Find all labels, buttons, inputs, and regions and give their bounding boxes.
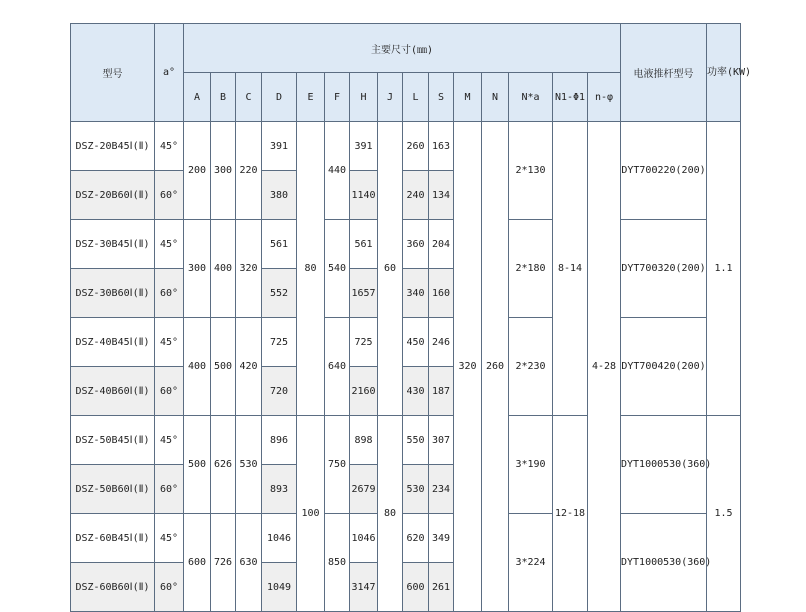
model-cell: DSZ-20B60Ⅰ(Ⅱ) xyxy=(71,171,155,220)
dim-L-cell: 430 xyxy=(403,367,429,416)
header-dim-nphi: n-φ xyxy=(588,73,621,122)
header-power xyxy=(707,24,752,122)
dim-N-span: 260 xyxy=(482,122,509,612)
dim-L-cell: 550 xyxy=(403,416,429,465)
header-dim-B: B xyxy=(211,73,236,122)
dim-D-cell: 1046 xyxy=(262,514,297,563)
dim-H-cell: 3147 xyxy=(350,563,378,612)
model-cell: DSZ-40B45Ⅰ(Ⅱ) xyxy=(71,318,155,367)
header-dim-N: N xyxy=(482,73,509,122)
dim-L-cell: 260 xyxy=(403,122,429,171)
angle-cell: 60° xyxy=(155,171,184,220)
angle-cell: 45° xyxy=(155,318,184,367)
dim-N1-span-lower: 12-18 xyxy=(553,416,588,612)
dim-F-cell: 850 xyxy=(325,514,350,612)
dim-L-cell: 340 xyxy=(403,269,429,318)
model-cell: DSZ-60B60Ⅰ(Ⅱ) xyxy=(71,563,155,612)
dim-L-cell: 360 xyxy=(403,220,429,269)
power-span-upper: 1.1 xyxy=(707,122,741,416)
model-cell: DSZ-30B45Ⅰ(Ⅱ) xyxy=(71,220,155,269)
spec-table xyxy=(70,23,752,612)
dim-nphi-span: 4-28 xyxy=(588,122,621,612)
header-dim-F: F xyxy=(325,73,350,122)
pushrod-cell: DYT70Θ220(200) xyxy=(621,122,707,220)
dim-D-cell: 1049 xyxy=(262,563,297,612)
dim-A-cell: 600 xyxy=(184,514,211,612)
dim-S-cell: 134 xyxy=(429,171,454,220)
table-row xyxy=(71,318,741,367)
dim-D-cell: 725 xyxy=(262,318,297,367)
dim-H-cell: 1140 xyxy=(350,171,378,220)
dim-B-cell: 626 xyxy=(211,416,236,514)
dim-S-cell: 187 xyxy=(429,367,454,416)
dim-A-cell: 200 xyxy=(184,122,211,220)
angle-cell: 60° xyxy=(155,269,184,318)
table-row xyxy=(71,122,741,171)
dim-S-cell: 349 xyxy=(429,514,454,563)
dim-J-span-lower: 80 xyxy=(378,416,403,612)
dim-D-cell: 561 xyxy=(262,220,297,269)
dim-F-cell: 750 xyxy=(325,416,350,514)
header-dim-M: M xyxy=(454,73,482,122)
dim-L-cell: 620 xyxy=(403,514,429,563)
header-angle: a° xyxy=(155,24,184,122)
dim-S-cell: 160 xyxy=(429,269,454,318)
angle-cell: 45° xyxy=(155,514,184,563)
dim-D-cell: 720 xyxy=(262,367,297,416)
header-dim-C: C xyxy=(236,73,262,122)
dim-Na-cell: 2*130 xyxy=(509,122,553,220)
dim-D-cell: 380 xyxy=(262,171,297,220)
header-dim-L: L xyxy=(403,73,429,122)
dim-N1-span-upper: 8-14 xyxy=(553,122,588,416)
dim-S-cell: 163 xyxy=(429,122,454,171)
dim-E-span-lower: 100 xyxy=(297,416,325,612)
model-cell: DSZ-40B60Ⅰ(Ⅱ) xyxy=(71,367,155,416)
dim-L-cell: 240 xyxy=(403,171,429,220)
dim-A-cell: 400 xyxy=(184,318,211,416)
dim-B-cell: 726 xyxy=(211,514,236,612)
dim-C-cell: 220 xyxy=(236,122,262,220)
table-row xyxy=(71,514,741,563)
model-cell: DSZ-30B60Ⅰ(Ⅱ) xyxy=(71,269,155,318)
dim-S-cell: 246 xyxy=(429,318,454,367)
dim-E-span-upper: 80 xyxy=(297,122,325,416)
dim-D-cell: 391 xyxy=(262,122,297,171)
dim-D-cell: 896 xyxy=(262,416,297,465)
dim-H-cell: 2679 xyxy=(350,465,378,514)
dim-B-cell: 400 xyxy=(211,220,236,318)
dim-S-cell: 261 xyxy=(429,563,454,612)
dim-L-cell: 450 xyxy=(403,318,429,367)
dim-D-cell: 893 xyxy=(262,465,297,514)
header-dim-Na: N*a xyxy=(509,73,553,122)
angle-cell: 45° xyxy=(155,122,184,171)
model-cell: DSZ-50B60Ⅰ(Ⅱ) xyxy=(71,465,155,514)
dim-B-cell: 300 xyxy=(211,122,236,220)
dim-H-cell: 725 xyxy=(350,318,378,367)
dim-H-cell: 561 xyxy=(350,220,378,269)
dim-H-cell: 2160 xyxy=(350,367,378,416)
dim-F-cell: 640 xyxy=(325,318,350,416)
header-dim-S: S xyxy=(429,73,454,122)
dim-F-cell: 440 xyxy=(325,122,350,220)
dim-A-cell: 300 xyxy=(184,220,211,318)
table-row xyxy=(71,416,741,465)
dim-Na-cell: 2*230 xyxy=(509,318,553,416)
header-row-1 xyxy=(71,24,741,73)
power-span-lower: 1.5 xyxy=(707,416,741,612)
dim-S-cell: 307 xyxy=(429,416,454,465)
table-row xyxy=(71,220,741,269)
header-dim-H: H xyxy=(350,73,378,122)
dim-F-cell: 540 xyxy=(325,220,350,318)
dim-C-cell: 420 xyxy=(236,318,262,416)
header-pushrod: 电液推杆型号 xyxy=(621,24,707,122)
model-cell: DSZ-50B45Ⅰ(Ⅱ) xyxy=(71,416,155,465)
header-dim-D: D xyxy=(262,73,297,122)
dim-H-cell: 1657 xyxy=(350,269,378,318)
pushrod-cell: DYT70Θ420(200) xyxy=(621,318,707,416)
dim-H-cell: 1046 xyxy=(350,514,378,563)
angle-cell: 60° xyxy=(155,367,184,416)
dim-Na-cell: 3*190 xyxy=(509,416,553,514)
pushrod-cell: DYT70Θ320(200) xyxy=(621,220,707,318)
dim-L-cell: 600 xyxy=(403,563,429,612)
pushrod-cell: DYT100Θ530(360) xyxy=(621,514,707,612)
dim-Na-cell: 2*180 xyxy=(509,220,553,318)
header-dim-N1: N1-Φ1 xyxy=(553,73,588,122)
header-dim-E: E xyxy=(297,73,325,122)
header-dim-J: J xyxy=(378,73,403,122)
dim-B-cell: 500 xyxy=(211,318,236,416)
angle-cell: 45° xyxy=(155,220,184,269)
angle-cell: 60° xyxy=(155,465,184,514)
header-model: 型号 xyxy=(71,24,155,122)
header-main-dims: 主要尺寸(㎜) xyxy=(184,24,621,73)
dim-S-cell: 234 xyxy=(429,465,454,514)
dim-L-cell: 530 xyxy=(403,465,429,514)
header-power-text: 功率(KW) xyxy=(707,66,752,78)
model-cell: DSZ-60B45Ⅰ(Ⅱ) xyxy=(71,514,155,563)
dim-C-cell: 320 xyxy=(236,220,262,318)
dim-S-cell: 204 xyxy=(429,220,454,269)
angle-cell: 45° xyxy=(155,416,184,465)
dim-Na-cell: 3*224 xyxy=(509,514,553,612)
dim-C-cell: 530 xyxy=(236,416,262,514)
dim-J-span-upper: 60 xyxy=(378,122,403,416)
dim-C-cell: 630 xyxy=(236,514,262,612)
pushrod-cell: DYT100Θ530(360) xyxy=(621,416,707,514)
dim-H-cell: 391 xyxy=(350,122,378,171)
dim-A-cell: 500 xyxy=(184,416,211,514)
angle-cell: 60° xyxy=(155,563,184,612)
dim-H-cell: 898 xyxy=(350,416,378,465)
dim-M-span: 320 xyxy=(454,122,482,612)
model-cell: DSZ-20B45Ⅰ(Ⅱ) xyxy=(71,122,155,171)
header-dim-A: A xyxy=(184,73,211,122)
dim-D-cell: 552 xyxy=(262,269,297,318)
